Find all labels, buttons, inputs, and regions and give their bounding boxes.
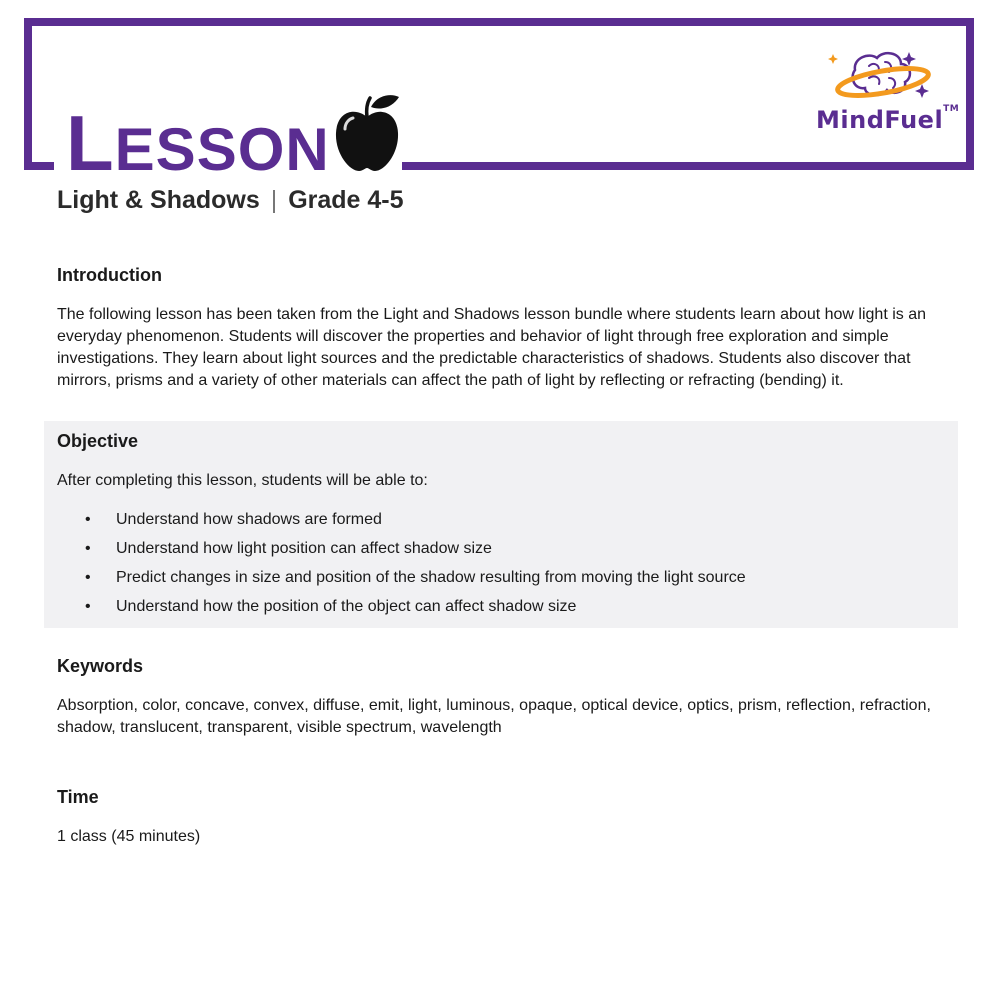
lesson-rest-letters: ESSON bbox=[114, 116, 330, 183]
list-item-text: Understand how light position can affect shadow size bbox=[116, 540, 492, 557]
list-item-text: Predict changes in size and position of the shadow resulting from moving the light source bbox=[116, 569, 746, 586]
lesson-grade: Grade 4-5 bbox=[288, 186, 404, 214]
time-body: 1 class (45 minutes) bbox=[57, 828, 201, 845]
list-item bbox=[57, 567, 746, 596]
bullet-icon: • bbox=[85, 511, 91, 528]
list-item bbox=[57, 596, 746, 625]
brain-orbit-icon bbox=[825, 48, 935, 110]
introduction-body: The following lesson has been taken from the Light and Shadows lesson bundle where students learn about how light is an everyday phenomenon. Students will discover the properties and behavior of light through free exploration and simple investigations. They learn about light sources and the predictable characteristics of shadows. Students also discover that mirrors, prisms and a variety of other materials can affect the path of light by reflecting or refracting (bending) it. bbox=[57, 306, 926, 389]
objective-heading: Objective bbox=[57, 431, 139, 451]
list-item-text: Understand how shadows are formed bbox=[116, 511, 382, 528]
bullet-icon: • bbox=[85, 598, 91, 615]
list-item bbox=[57, 538, 746, 567]
keywords-body: Absorption, color, concave, convex, diffuse, emit, light, luminous, opaque, optical device, optics, prism, reflection, refraction, shadow, translucent, transparent, visible spectrum, wavelength bbox=[57, 697, 931, 736]
bullet-icon: • bbox=[85, 540, 91, 557]
objective-list bbox=[57, 509, 746, 625]
introduction-heading: Introduction bbox=[57, 265, 162, 285]
time-heading: Time bbox=[57, 787, 99, 807]
title-separator: | bbox=[270, 186, 278, 214]
bullet-icon: • bbox=[85, 569, 91, 586]
logo-trademark: TM bbox=[943, 104, 960, 114]
list-item bbox=[57, 509, 746, 538]
apple-icon bbox=[333, 93, 401, 173]
mindfuel-logo-text bbox=[816, 106, 959, 134]
list-item-text: Understand how the position of the object can affect shadow size bbox=[116, 598, 577, 615]
header-frame-rule-left bbox=[24, 162, 54, 170]
keywords-heading: Keywords bbox=[57, 656, 144, 676]
lesson-wordmark bbox=[66, 99, 330, 187]
logo-wordmark: MindFuel bbox=[816, 106, 944, 134]
lesson-title bbox=[57, 186, 404, 215]
objective-intro: After completing this lesson, students will be able to: bbox=[57, 472, 428, 489]
lesson-topic: Light & Shadows bbox=[57, 186, 260, 214]
lesson-first-letter: L bbox=[66, 99, 115, 187]
header-frame-rule-right bbox=[402, 162, 974, 170]
